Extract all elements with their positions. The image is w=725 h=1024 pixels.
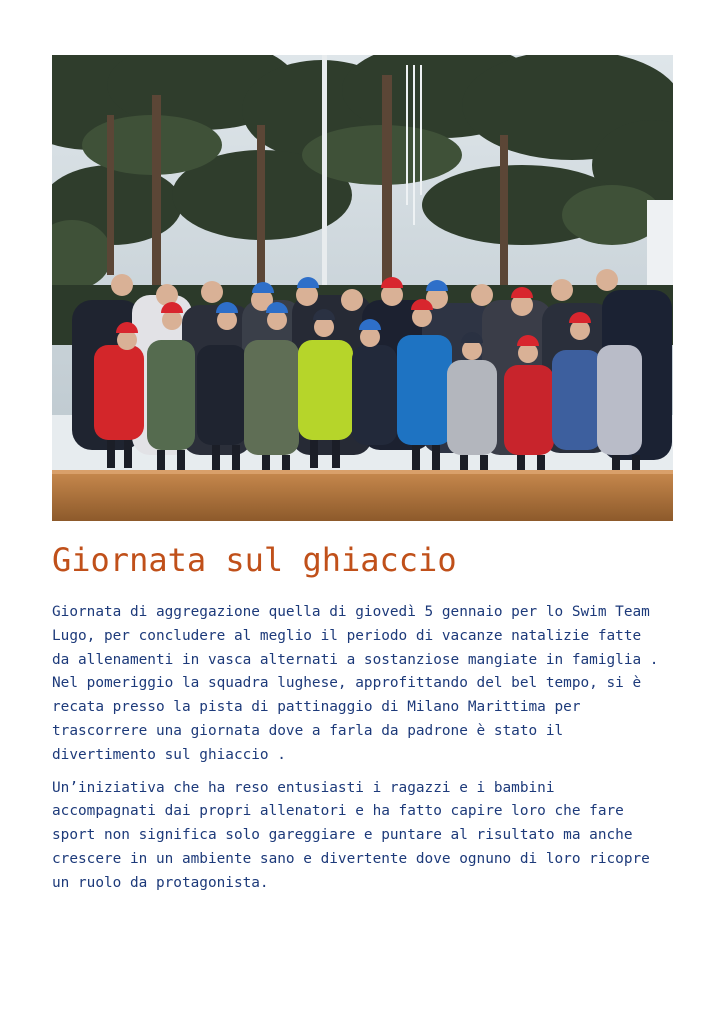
article-body	[52, 601, 682, 905]
text-line: divertimento sul ghiaccio .	[52, 746, 286, 763]
text-line: trascorrere una giornata dove a farla da padrone è stato il	[52, 722, 564, 739]
paragraph-1	[52, 601, 682, 768]
group-photo-image	[52, 55, 673, 521]
text-line: Nel pomeriggio la squadra lughese, approfittando del bel tempo, si è	[52, 675, 642, 692]
text-line: Un’iniziativa che ha reso entusiasti i ragazzi e i bambini	[52, 779, 555, 796]
article-photo	[52, 55, 673, 521]
text-line: recata presso la pista di pattinaggio di Milano Marittima per	[52, 699, 581, 716]
text-line: sport non significa solo gareggiare e puntare al risultato ma anche	[52, 827, 633, 844]
text-line: crescere in un ambiente sano e divertente dove ognuno di loro ricopre	[52, 850, 650, 867]
article-title: Giornata sul ghiaccio	[52, 541, 457, 579]
text-line: da allenamenti in vasca alternati a sostanziose mangiate in famiglia .	[52, 651, 659, 668]
text-line: Giornata di aggregazione quella di giovedì 5 gennaio per lo Swim Team	[52, 604, 650, 620]
paragraph-2	[52, 777, 682, 896]
text-line: accompagnati dai propri allenatori e ha fatto capire loro che fare	[52, 803, 624, 820]
text-line: un ruolo da protagonista.	[52, 874, 269, 891]
text-line: Lugo, per concludere al meglio il periodo di vacanze natalizie fatte	[52, 627, 642, 644]
